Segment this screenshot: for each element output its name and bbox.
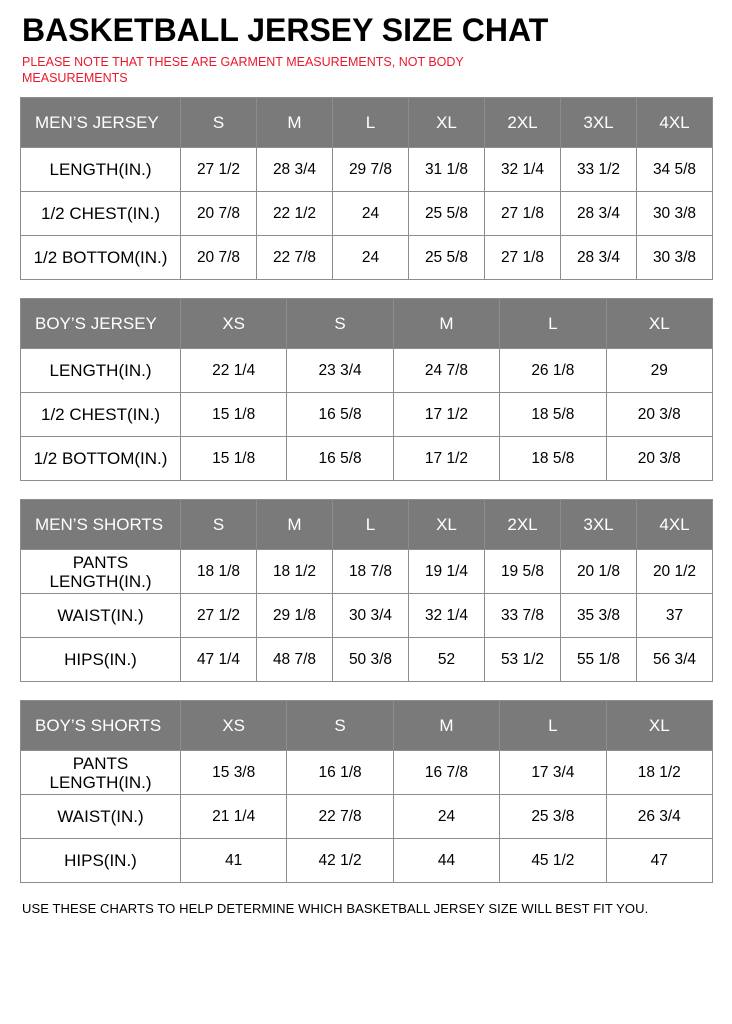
measurement-value: 20 7/8 bbox=[181, 236, 257, 280]
measurement-value: 28 3/4 bbox=[257, 148, 333, 192]
measurement-label: WAIST(IN.) bbox=[21, 594, 181, 638]
measurement-value: 35 3/8 bbox=[561, 594, 637, 638]
size-table-boys-shorts bbox=[20, 700, 713, 883]
size-column-header: 2XL bbox=[485, 500, 561, 550]
measurement-value: 52 bbox=[409, 638, 485, 682]
measurement-label: WAIST(IN.) bbox=[21, 795, 181, 839]
measurement-value: 53 1/2 bbox=[485, 638, 561, 682]
size-column-header: S bbox=[181, 98, 257, 148]
table-header-row bbox=[21, 500, 713, 550]
table-row bbox=[21, 349, 713, 393]
measurement-value: 26 1/8 bbox=[500, 349, 606, 393]
measurement-value: 50 3/8 bbox=[333, 638, 409, 682]
table-row bbox=[21, 437, 713, 481]
measurement-label: LENGTH(IN.) bbox=[21, 349, 181, 393]
measurement-value: 30 3/8 bbox=[637, 192, 713, 236]
size-column-header: M bbox=[257, 98, 333, 148]
table-row bbox=[21, 192, 713, 236]
table-header-row bbox=[21, 98, 713, 148]
measurement-value: 19 5/8 bbox=[485, 550, 561, 594]
size-column-header: S bbox=[181, 500, 257, 550]
table-row bbox=[21, 795, 713, 839]
measurement-value: 29 bbox=[606, 349, 712, 393]
table-header-label: BOY’S JERSEY bbox=[21, 299, 181, 349]
measurement-value: 20 1/2 bbox=[637, 550, 713, 594]
size-column-header: L bbox=[500, 299, 606, 349]
measurement-value: 25 5/8 bbox=[409, 236, 485, 280]
measurement-value: 30 3/4 bbox=[333, 594, 409, 638]
measurement-value: 30 3/8 bbox=[637, 236, 713, 280]
table-row bbox=[21, 751, 713, 795]
size-table-mens-jersey bbox=[20, 97, 713, 280]
size-column-header: L bbox=[333, 98, 409, 148]
measurement-value: 23 3/4 bbox=[287, 349, 393, 393]
size-column-header: 3XL bbox=[561, 98, 637, 148]
table-header-label: MEN’S JERSEY bbox=[21, 98, 181, 148]
measurement-value: 45 1/2 bbox=[500, 839, 606, 883]
measurement-value: 16 7/8 bbox=[393, 751, 499, 795]
measurement-label: PANTS LENGTH(IN.) bbox=[21, 751, 181, 795]
measurement-value: 21 1/4 bbox=[181, 795, 287, 839]
measurement-value: 16 5/8 bbox=[287, 437, 393, 481]
measurement-value: 18 7/8 bbox=[333, 550, 409, 594]
measurement-label: 1/2 BOTTOM(IN.) bbox=[21, 236, 181, 280]
measurement-value: 20 7/8 bbox=[181, 192, 257, 236]
size-column-header: XL bbox=[409, 98, 485, 148]
measurement-value: 22 1/4 bbox=[181, 349, 287, 393]
table-row bbox=[21, 550, 713, 594]
measurement-label: LENGTH(IN.) bbox=[21, 148, 181, 192]
measurement-value: 27 1/2 bbox=[181, 148, 257, 192]
footer-note: USE THESE CHARTS TO HELP DETERMINE WHICH BASKETBALL JERSEY SIZE WILL BEST FIT YOU. bbox=[22, 901, 649, 917]
measurement-value: 15 1/8 bbox=[181, 393, 287, 437]
measurement-label: PANTS LENGTH(IN.) bbox=[21, 550, 181, 594]
measurement-note: PLEASE NOTE THAT THESE ARE GARMENT MEASUREMENTS, NOT BODY MEASUREMENTS bbox=[22, 54, 464, 86]
size-column-header: 4XL bbox=[637, 98, 713, 148]
measurement-value: 26 3/4 bbox=[606, 795, 712, 839]
measurement-value: 42 1/2 bbox=[287, 839, 393, 883]
size-column-header: XL bbox=[606, 299, 712, 349]
measurement-value: 22 1/2 bbox=[257, 192, 333, 236]
measurement-label: HIPS(IN.) bbox=[21, 839, 181, 883]
measurement-value: 18 1/2 bbox=[257, 550, 333, 594]
measurement-value: 32 1/4 bbox=[485, 148, 561, 192]
measurement-value: 27 1/8 bbox=[485, 236, 561, 280]
measurement-value: 24 bbox=[333, 236, 409, 280]
measurement-value: 29 7/8 bbox=[333, 148, 409, 192]
measurement-value: 18 5/8 bbox=[500, 437, 606, 481]
measurement-value: 15 1/8 bbox=[181, 437, 287, 481]
measurement-value: 33 1/2 bbox=[561, 148, 637, 192]
measurement-value: 15 3/8 bbox=[181, 751, 287, 795]
size-column-header: 3XL bbox=[561, 500, 637, 550]
size-column-header: XL bbox=[606, 701, 712, 751]
measurement-value: 17 3/4 bbox=[500, 751, 606, 795]
measurement-value: 24 bbox=[333, 192, 409, 236]
size-column-header: S bbox=[287, 299, 393, 349]
measurement-value: 17 1/2 bbox=[393, 393, 499, 437]
measurement-value: 47 1/4 bbox=[181, 638, 257, 682]
measurement-value: 27 1/8 bbox=[485, 192, 561, 236]
measurement-value: 20 1/8 bbox=[561, 550, 637, 594]
measurement-value: 56 3/4 bbox=[637, 638, 713, 682]
table-header-label: MEN’S SHORTS bbox=[21, 500, 181, 550]
size-column-header: XL bbox=[409, 500, 485, 550]
table-header-row bbox=[21, 299, 713, 349]
measurement-value: 28 3/4 bbox=[561, 192, 637, 236]
measurement-value: 24 7/8 bbox=[393, 349, 499, 393]
size-column-header: 2XL bbox=[485, 98, 561, 148]
size-column-header: 4XL bbox=[637, 500, 713, 550]
table-row bbox=[21, 236, 713, 280]
table-row bbox=[21, 638, 713, 682]
measurement-value: 27 1/2 bbox=[181, 594, 257, 638]
measurement-value: 41 bbox=[181, 839, 287, 883]
size-column-header: S bbox=[287, 701, 393, 751]
measurement-value: 55 1/8 bbox=[561, 638, 637, 682]
table-row bbox=[21, 594, 713, 638]
measurement-value: 16 5/8 bbox=[287, 393, 393, 437]
measurement-value: 44 bbox=[393, 839, 499, 883]
measurement-value: 20 3/8 bbox=[606, 393, 712, 437]
size-column-header: M bbox=[393, 299, 499, 349]
table-row bbox=[21, 839, 713, 883]
measurement-label: 1/2 CHEST(IN.) bbox=[21, 192, 181, 236]
size-tables-container bbox=[20, 97, 712, 883]
size-column-header: XS bbox=[181, 299, 287, 349]
measurement-label: 1/2 BOTTOM(IN.) bbox=[21, 437, 181, 481]
size-column-header: L bbox=[333, 500, 409, 550]
size-table-mens-shorts bbox=[20, 499, 713, 682]
measurement-value: 22 7/8 bbox=[287, 795, 393, 839]
measurement-value: 24 bbox=[393, 795, 499, 839]
measurement-value: 48 7/8 bbox=[257, 638, 333, 682]
size-column-header: XS bbox=[181, 701, 287, 751]
measurement-value: 16 1/8 bbox=[287, 751, 393, 795]
measurement-value: 18 1/2 bbox=[606, 751, 712, 795]
size-column-header: M bbox=[393, 701, 499, 751]
measurement-value: 20 3/8 bbox=[606, 437, 712, 481]
measurement-value: 28 3/4 bbox=[561, 236, 637, 280]
measurement-value: 47 bbox=[606, 839, 712, 883]
measurement-value: 18 5/8 bbox=[500, 393, 606, 437]
measurement-value: 19 1/4 bbox=[409, 550, 485, 594]
measurement-label: HIPS(IN.) bbox=[21, 638, 181, 682]
measurement-value: 33 7/8 bbox=[485, 594, 561, 638]
measurement-value: 25 5/8 bbox=[409, 192, 485, 236]
size-column-header: M bbox=[257, 500, 333, 550]
table-header-row bbox=[21, 701, 713, 751]
table-row bbox=[21, 393, 713, 437]
measurement-value: 32 1/4 bbox=[409, 594, 485, 638]
table-header-label: BOY’S SHORTS bbox=[21, 701, 181, 751]
table-row bbox=[21, 148, 713, 192]
page-title: BASKETBALL JERSEY SIZE CHAT bbox=[22, 12, 549, 48]
measurement-value: 25 3/8 bbox=[500, 795, 606, 839]
measurement-value: 17 1/2 bbox=[393, 437, 499, 481]
measurement-value: 29 1/8 bbox=[257, 594, 333, 638]
measurement-label: 1/2 CHEST(IN.) bbox=[21, 393, 181, 437]
measurement-value: 34 5/8 bbox=[637, 148, 713, 192]
measurement-value: 18 1/8 bbox=[181, 550, 257, 594]
measurement-value: 22 7/8 bbox=[257, 236, 333, 280]
size-table-boys-jersey bbox=[20, 298, 713, 481]
measurement-value: 31 1/8 bbox=[409, 148, 485, 192]
measurement-value: 37 bbox=[637, 594, 713, 638]
size-column-header: L bbox=[500, 701, 606, 751]
